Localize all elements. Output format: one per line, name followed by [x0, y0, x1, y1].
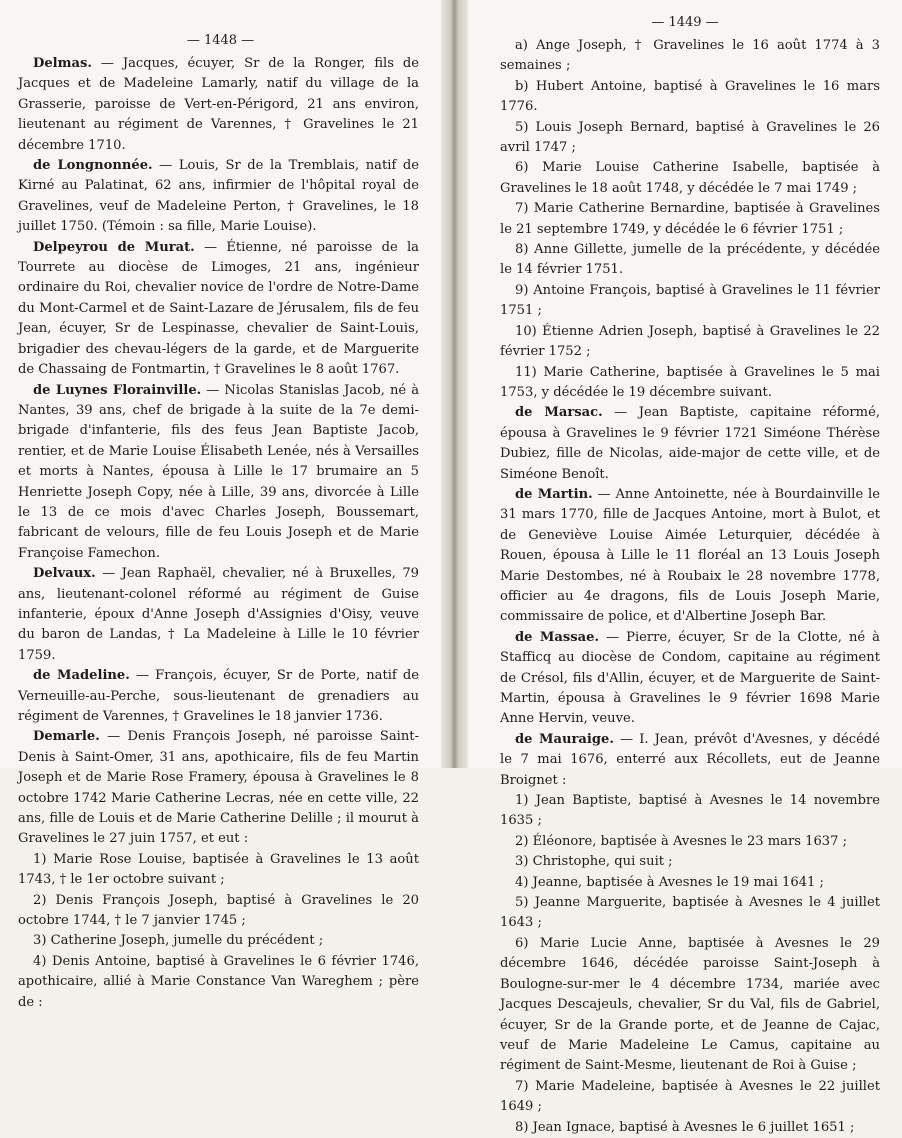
list-item: a) Ange Joseph, † Gravelines le 16 août 1774 à 3 semaines ; [500, 38, 880, 74]
entry [18, 564, 419, 666]
entry-name: de Madeline. [33, 668, 130, 684]
list-item: 8) Jean Ignace, baptisé à Avesnes le 6 juillet 1651 ; [515, 1119, 855, 1135]
right-page [468, 0, 902, 1135]
entry-name: de Martin. [515, 486, 593, 502]
entry-text: — Jean Raphaël, chevalier, né à Bruxelles, 79 ans, lieutenant-colonel réformé au régiment de Guise infanterie, époux d'Anne Joseph d'Assignies d'Oisy, veuve du baron de Landas, † La Madeleine à Lille le 10 février 1759. [18, 566, 419, 663]
entry-name: de Marsac. [515, 405, 603, 421]
list-item: 8) Anne Gillette, jumelle de la précédente, y décédée le 14 février 1751. [500, 242, 880, 278]
list-item: 1) Marie Rose Louise, baptisée à Gravelines le 13 août 1743, † le 1er octobre suivant ; [18, 851, 419, 888]
left-page [0, 0, 441, 1010]
entry-text: — Louis, Sr de la Tremblais, natif de Kirné au Palatinat, 62 ans, infirmier de l'hôpital royal de Gravelines, veuf de Madeleine Perton, † Gravelines, le 18 juillet 1750. (Témoin : sa fille, Marie Louise). [18, 158, 419, 235]
list-item: 1) Jean Baptiste, baptisé à Avesnes le 14 novembre 1635 ; [500, 793, 880, 829]
list-item: b) Hubert Antoine, baptisé à Gravelines le 16 mars 1776. [500, 78, 880, 115]
entry-text: — Jean Baptiste, capitaine réformé, épousa à Gravelines le 9 février 1721 Siméone Thérèse Dubiez, fille de Nicolas, aide-major de cette ville, et de Siméone Benoît. [500, 405, 881, 482]
list-item: 10) Étienne Adrien Joseph, baptisé à Gravelines le 22 février 1752 ; [500, 323, 880, 360]
entry [18, 238, 419, 381]
list-item: 7) Marie Madeleine, baptisée à Avesnes le 22 juillet 1649 ; [500, 1078, 880, 1115]
entry-text: — Denis François Joseph, né paroisse Saint-Denis à Saint-Omer, 31 ans, apothicaire, fils de feu Martin Joseph et de Marie Rose Framery, épousa à Gravelines le 8 octobre 1742 Marie Catherine Lecras, née en cette ville, 22 ans, fille de Louis et de Marie Catherine Delille ; il mourut à Gravelines le 27 juin 1757, et eut : [18, 729, 419, 847]
entry-name: de Luynes Florainville. [33, 382, 202, 398]
list-item: 4) Denis Antoine, baptisé à Gravelines le 6 février 1746, apothicaire, allié à Marie Constance Van Wareghem ; père de : [18, 953, 419, 1010]
entry-name: Delmas. [33, 56, 92, 71]
entry [18, 666, 419, 727]
entry-text: — I. Jean, prévôt d'Avesnes, y décédé le 7 mai 1676, enterré aux Récollets, eut de Jeanne Broignet : [500, 731, 880, 788]
list-item: 3) Catherine Joseph, jumelle du précédent ; [33, 933, 324, 949]
entry [500, 403, 880, 485]
entry-name: Delpeyrou de Murat. [33, 239, 195, 255]
list-item: 9) Antoine François, baptisé à Gravelines le 11 février 1751 ; [500, 282, 880, 319]
entry-name: Delvaux. [33, 566, 96, 582]
entry-name: de Longnonnée. [33, 158, 153, 174]
list-item: 2) Denis François Joseph, baptisé à Gravelines le 20 octobre 1744, † le 7 janvier 1745 ; [18, 892, 419, 929]
entry-name: de Massae. [515, 629, 599, 645]
entry [18, 156, 419, 238]
list-item: 5) Louis Joseph Bernard, baptisé à Gravelines le 26 avril 1747 ; [500, 119, 880, 156]
list-item: 7) Marie Catherine Bernardine, baptisée à Gravelines le 21 septembre 1749, y décédée le 6 février 1751 ; [500, 201, 880, 237]
list-item: 6) Marie Lucie Anne, baptisée à Avesnes le 29 décembre 1646, décédée paroisse Saint-Joseph à Boulogne-sur-mer le 4 décembre 1734, mariée avec Jacques Descajeuls, chevalier, Sr du Val, fils de Gabriel, écuyer, Sr de la Grande porte, et de Jeanne de Cajac, veuf de Marie Madeleine Le Camus, capitaine au régiment de Saint-Mesme, lieutenant de Roi à Guise ; [500, 935, 880, 1074]
entry [18, 54, 419, 156]
entry-text: — Étienne, né paroisse de la Tourrete au diocèse de Limoges, 21 ans, ingénieur ordinaire du Roi, chevalier novice de l'ordre de Notre-Dame du Mont-Carmel et de Saint-Lazare de Jérusalem, fils de feu Jean, écuyer, Sr de Lespinasse, chevalier de Saint-Louis, brigadier des chevau-légers de la garde, et de Marguerite de Chassaing de Fontmartin, † Gravelines le 8 août 1767. [18, 239, 419, 378]
entry [18, 381, 419, 565]
list-item: 2) Éléonore, baptisée à Avesnes le 23 mars 1637 ; [515, 833, 848, 849]
entry-text: — François, écuyer, Sr de Porte, natif de Verneuille-au-Perche, sous-lieutenant de grenadiers au régiment de Varennes, † Gravelines le 18 janvier 1736. [18, 668, 419, 724]
entry [500, 730, 880, 791]
page-number: — 1449 — [651, 15, 719, 30]
list-item: 11) Marie Catherine, baptisée à Gravelines le 5 mai 1753, y décédée le 19 décembre suivant. [500, 364, 880, 400]
entry-text: — Nicolas Stanislas Jacob, né à Nantes, 39 ans, chef de brigade à la suite de la 7e demi-brigade d'infanterie, fils des feus Jean Baptiste Jacob, rentier, et de Marie Louise Élisabeth Lenée, nés à Versailles et morts à Nantes, épousa à Lille le 17 brumaire an 5 Henriette Joseph Copy, née à Lille, 39 ans, divorcée à Lille le 13 de ce mois d'avec Charles Joseph, Boussemart, fabricant de velours, fille de feu Louis Joseph et de Marie Françoise Famechon. [18, 382, 419, 561]
entry-text: — Pierre, écuyer, Sr de la Clotte, né à Stafficq au diocèse de Condom, capitaine au régiment de Crésol, fils d'Allin, écuyer, et de Marguerite de Saint-Martin, épousa à Gravelines le 9 février 1698 Marie Anne Hervin, veuve. [500, 629, 880, 727]
book-gutter [441, 0, 468, 768]
list-item: 3) Christophe, qui suit ; [515, 854, 673, 870]
page-number: — 1448 — [186, 33, 255, 48]
text-column [0, 54, 441, 1013]
entry-name: Demarle. [33, 729, 100, 745]
list-item: 5) Jeanne Marguerite, baptisée à Avesnes le 4 juillet 1643 ; [500, 895, 880, 931]
entry-text: — Jacques, écuyer, Sr de la Ronger, fils de Jacques et de Madeleine Lamarly, natif du village de la Grasserie, paroisse de Vert-en-Périgord, 21 ans environ, lieutenant au régiment de Varennes, † Gravelines le 21 décembre 1710. [18, 56, 419, 153]
entry [18, 727, 419, 849]
list-item: 4) Jeanne, baptisée à Avesnes le 19 mai 1641 ; [515, 874, 824, 890]
text-column [468, 36, 902, 1138]
entry-text: — Anne Antoinette, née à Bourdainville le 31 mars 1770, fille de Jacques Antoine, mort à Bulot, et de Geneviève Louise Aimée Leturquier, décédée à Rouen, épousa à Lille le 11 floréal an 13 Louis Joseph Marie Destombes, né à Roubaix le 28 novembre 1778, officier au 4e dragons, fils de Louis Joseph Marie, commissaire de police, et d'Albertine Joseph Bar. [500, 486, 880, 625]
entry-name: de Mauraige. [515, 731, 614, 747]
entry [500, 628, 880, 730]
list-item: 6) Marie Louise Catherine Isabelle, baptisée à Gravelines le 18 août 1748, y décédée le 7 mai 1749 ; [500, 160, 880, 196]
entry [500, 485, 880, 628]
